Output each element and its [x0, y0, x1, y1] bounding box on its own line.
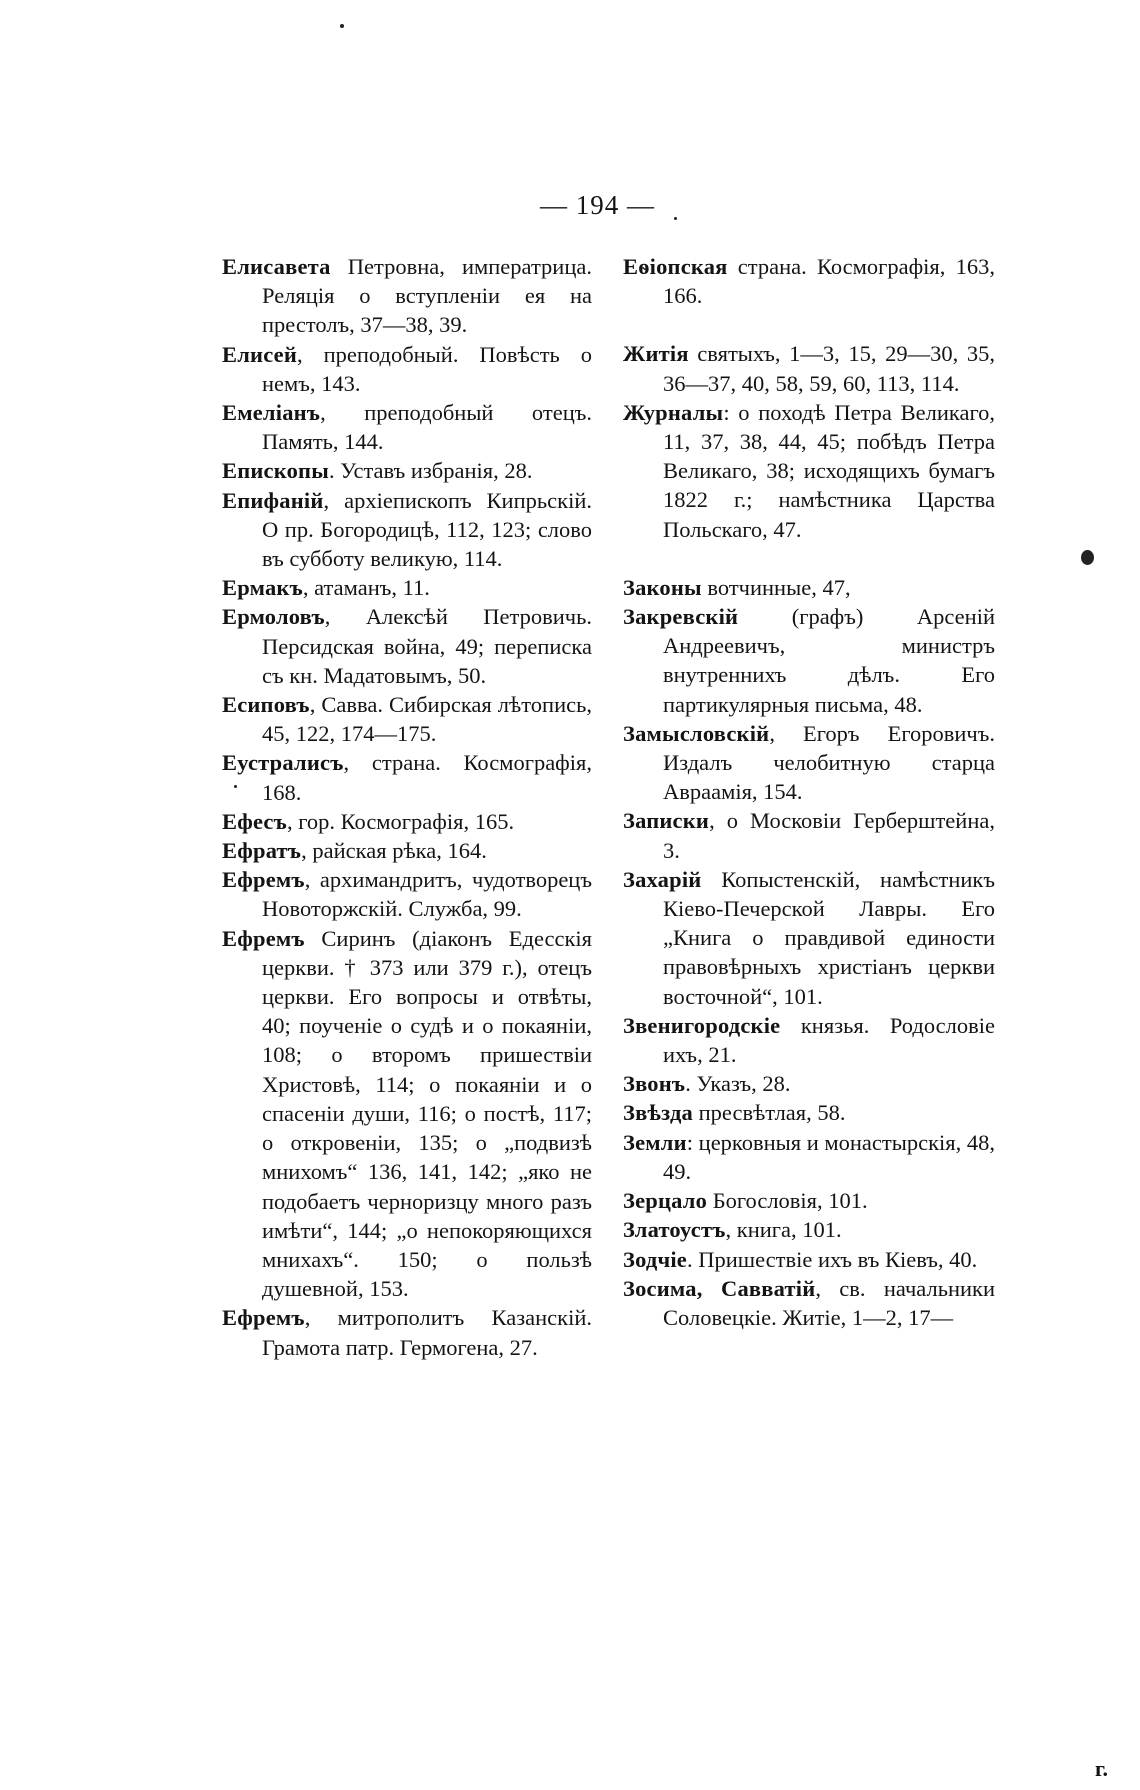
right-column: [623, 252, 995, 1332]
entry-heading: Еѳіопская: [623, 254, 728, 279]
entry-text: , преподобный. Повѣсть о немъ, 143.: [262, 341, 592, 396]
index-entry: [623, 573, 995, 602]
section-gap: [623, 544, 995, 573]
ink-speck: [340, 24, 344, 28]
index-entry: [623, 1128, 995, 1186]
entry-text: , архіепископъ Кипрьскій. О пр. Богородицѣ, 112, 123; слово въ субботу великую, 114.: [262, 487, 592, 572]
entry-heading: Епископы: [222, 458, 329, 484]
entry-text: . Уставъ избранія, 28.: [328, 458, 533, 484]
entry-text: , преподобный отецъ. Память, 144.: [262, 400, 592, 455]
entry-text: , митрополитъ Казанскій. Грамота патр. Гермогена, 27.: [262, 1305, 592, 1360]
entry-heading: Звонъ: [623, 1071, 686, 1097]
entry-text: , райская рѣка, 164.: [301, 838, 487, 864]
entry-heading: Звѣзда: [623, 1100, 693, 1126]
index-entry: [222, 340, 592, 398]
index-entry: [623, 1098, 995, 1127]
entry-heading: Зерцало: [623, 1188, 708, 1214]
entry-text: , Алексѣй Петровичь. Персидская война, 49; переписка съ кн. Мадатовымъ, 50.: [262, 604, 592, 688]
entry-heading: Ефремъ: [222, 867, 305, 893]
entry-text: . Пришествіе ихъ въ Кіевъ, 40.: [687, 1246, 978, 1272]
entry-text: князья. Родословіе ихъ, 21.: [663, 1012, 995, 1068]
entry-text: Копыстенскій, намѣстникъ Кіево-Печерской Лавры. Его „Книга о правдивой единости правовѣрныхъ христіанъ церкви восточной“, 101.: [663, 866, 995, 1009]
entry-heading: Зосима, Савватій: [623, 1275, 816, 1301]
index-entry: [623, 398, 995, 544]
index-entry: [222, 573, 592, 602]
entry-heading: Захарій: [623, 866, 702, 892]
entry-text: , гор. Космографія, 165.: [286, 808, 515, 834]
entry-text: : о походѣ Петра Великаго, 11, 37, 38, 44, 45; побѣдъ Петра Великаго, 38; исходящихъ бумагъ 1822 г.; намѣстника Царства Польскаго, 47.: [663, 399, 995, 542]
entry-text: Сиринъ (діаконъ Едесскія церкви. † 373 или 379 г.), отецъ церкви. Его вопросы и отвѣты, 40; поученіе о судѣ и о покаяніи, 108; о второмъ пришествіи Христовѣ, 114; о покаяніи и о спасеніи души, 116; о постѣ, 117; о откровеніи, 135; о „подвизѣ мнихомъ“ 136, 141, 142; „яко не подобаетъ черноризцу много разъ имѣти“, 144; „о непокоряющихся мнихахъ“. 150; о пользѣ душевной, 153.: [262, 925, 592, 1302]
entry-heading: Ермоловъ: [222, 604, 325, 630]
entry-text: , Егоръ Егоровичъ. Издалъ челобитную старца Авраамія, 154.: [663, 720, 995, 805]
index-entry: [222, 690, 592, 748]
entry-text: Петровна, императрица. Реляція о вступленіи ея на престолъ, 37—38, 39.: [262, 254, 592, 338]
page-number: — 194 —: [540, 190, 655, 220]
entry-heading: Ефесъ: [222, 808, 287, 834]
entry-heading: Журналы: [623, 399, 724, 425]
index-entry: [623, 1245, 995, 1274]
index-entry: [222, 836, 592, 865]
entry-text: , атаманъ, 11.: [302, 575, 430, 601]
ink-blot: [1081, 550, 1094, 565]
ink-speck: [674, 217, 677, 220]
index-entry: [222, 252, 592, 340]
index-entry: [222, 456, 592, 485]
index-entry: [222, 602, 592, 690]
entry-heading: Зодчіе: [623, 1246, 687, 1272]
entry-text: , Савва. Сибирская лѣтопись, 45, 122, 174—175.: [262, 692, 592, 747]
index-entry: [623, 1011, 995, 1069]
entry-heading: Ефремъ: [222, 1305, 305, 1331]
index-entry: [222, 865, 592, 923]
corner-mark: г.: [1095, 1756, 1109, 1781]
index-entry: [222, 398, 592, 456]
index-entry: [623, 339, 995, 397]
entry-heading: Епифаній: [222, 487, 324, 513]
entry-heading: Ермакъ: [222, 575, 303, 601]
index-entry: [623, 1069, 995, 1098]
entry-text: , о Московіи Герберштейна, 3.: [663, 808, 995, 863]
entry-text: , страна. Космографія, 168.: [262, 750, 592, 805]
entry-heading: Еустралисъ: [222, 750, 344, 776]
entry-heading: Земли: [623, 1129, 687, 1155]
index-entry: [222, 807, 592, 836]
entry-heading: Емеліанъ: [222, 400, 321, 426]
entry-text: вотчинные, 47,: [701, 574, 851, 600]
entry-heading: Законы: [623, 574, 702, 600]
entry-heading: Ефремъ: [222, 925, 305, 951]
index-entry: [623, 806, 995, 864]
index-entry: [222, 748, 592, 806]
index-entry: [623, 1274, 995, 1332]
entry-text: (графъ) Арсеній Андреевичъ, министръ внутреннихъ дѣлъ. Его партикулярныя письма, 48.: [663, 604, 995, 717]
entry-text: , св. начальники Соловецкіе. Житіе, 1—2, 17—: [663, 1275, 996, 1330]
entry-text: святыхъ, 1—3, 15, 29—30, 35, 36—37, 40, 58, 59, 60, 113, 114.: [663, 341, 995, 396]
entry-heading: Закревскій: [623, 604, 739, 630]
index-entry: [623, 1186, 995, 1215]
left-column: [222, 252, 592, 1362]
entry-heading: Замысловскій: [623, 720, 770, 746]
index-entry: [222, 1303, 592, 1361]
entry-heading: Златоустъ: [623, 1217, 726, 1243]
entry-heading: Елисей: [222, 341, 298, 367]
entry-heading: Житія: [623, 341, 689, 367]
index-entry: [222, 486, 592, 574]
entry-text: . Указъ, 28.: [685, 1071, 791, 1097]
section-gap: [623, 310, 995, 339]
entry-text: Богословія, 101.: [707, 1188, 868, 1214]
entry-heading: Есиповъ: [222, 692, 310, 718]
index-entry: [623, 1215, 995, 1244]
entry-text: пресвѣтлая, 58.: [693, 1100, 846, 1126]
entry-heading: Елисавета: [222, 254, 331, 279]
entry-heading: Записки: [623, 808, 710, 834]
index-entry: [623, 252, 995, 310]
entry-heading: Ефратъ: [222, 838, 302, 864]
index-entry: [623, 602, 995, 719]
ink-speck: [234, 785, 237, 788]
entry-text: : церковныя и монастырскія, 48, 49.: [663, 1129, 995, 1184]
index-entry: [623, 865, 995, 1011]
index-entry: [623, 719, 995, 807]
entry-heading: Звенигородскіе: [623, 1012, 781, 1038]
entry-text: , архимандритъ, чудотворецъ Новоторжскій. Служба, 99.: [262, 867, 592, 922]
entry-text: страна. Космографія, 163, 166.: [663, 254, 995, 309]
entry-text: , книга, 101.: [725, 1217, 842, 1243]
index-entry: [222, 924, 592, 1304]
